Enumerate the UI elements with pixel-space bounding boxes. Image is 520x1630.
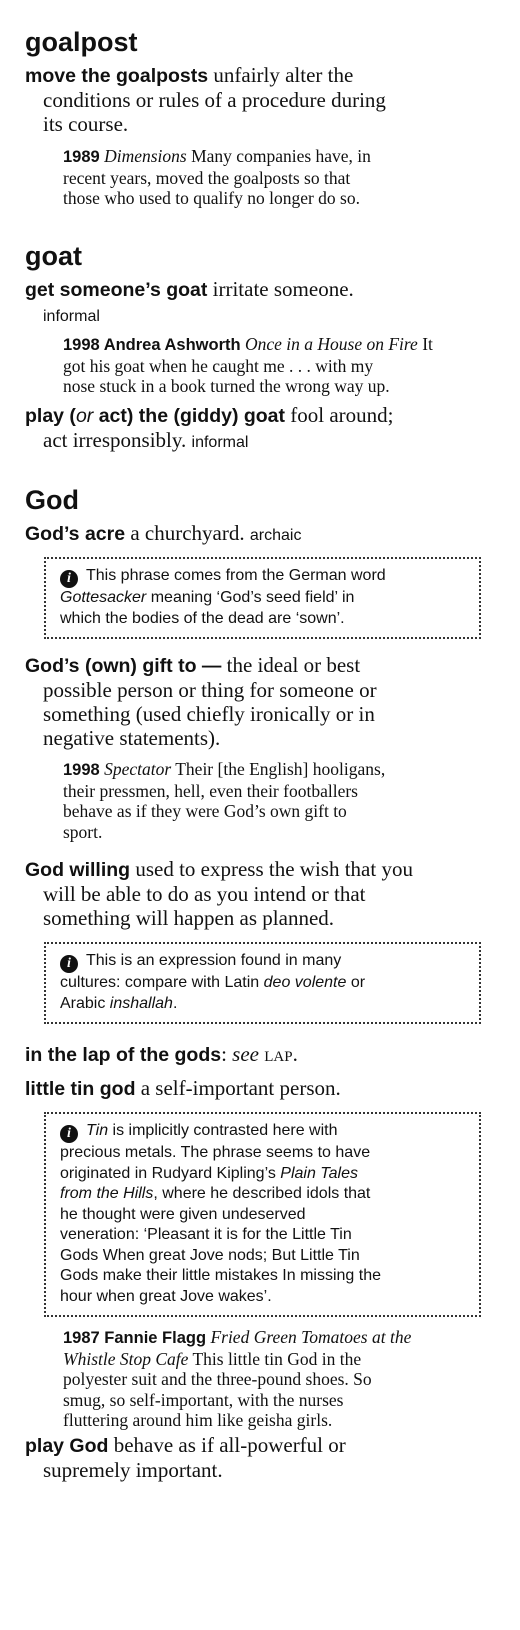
citation-text: behave as if they were God’s own gift to [63,801,347,821]
idiom-phrase: get someone’s goat [25,279,208,301]
citation [63,759,483,842]
register-label: informal [191,434,249,451]
citation-text: sport. [63,821,103,842]
idiom-phrase: little tin god [25,1078,136,1100]
citation-author: Fannie Flagg [99,1329,207,1347]
idiom-definition: used to express the wish that you [130,857,413,881]
citation-year: 1998 [63,761,100,779]
citation-year: 1998 [63,336,100,354]
idiom-definition: something will happen as planned. [43,906,335,930]
citation-text: nose stuck in a book turned the wrong way up. [63,376,390,396]
citation-text: those who used to qualify no longer do so. [63,188,360,208]
citation-text: It [417,334,433,354]
headword: goat [25,241,82,271]
idiom-entry [25,1076,495,1101]
citation-source: Dimensions [104,146,187,166]
idiom-definition: irritate someone. [207,277,354,301]
idiom-definition: negative statements). [43,726,221,750]
idiom-definition: a churchyard. [125,521,245,545]
idiom-phrase: play God [25,1435,109,1457]
idiom-definition: fool around; [285,403,394,427]
citation-source: Once in a House on Fire [240,334,418,354]
idiom-phrase: in the lap of the gods [25,1044,222,1066]
info-icon: i [60,570,78,588]
idiom-definition: supremely important. [43,1458,223,1482]
idiom-entry [25,63,495,136]
citation-year: 1989 [63,148,100,166]
idiom-definition: the ideal or best [221,653,361,677]
citation-source: Whistle Stop Cafe [63,1348,189,1369]
register-label: informal [43,308,100,325]
citation-year: 1987 [63,1329,100,1347]
citation-text: Their [the English] hooligans, [171,759,386,779]
citation-text: fluttering around him like geisha girls. [63,1410,333,1430]
citation-source: Fried Green Tomatoes at the [206,1327,412,1347]
cross-reference[interactable]: lap [264,1042,293,1066]
idiom-entry [25,521,495,548]
idiom-definition: a self-important person. [135,1076,341,1100]
idiom-definition: behave as if all-powerful or [108,1433,346,1457]
idiom-phrase: play (or act) the (giddy) goat [25,405,286,427]
idiom-definition: unfairly alter the [208,63,354,87]
idiom-definition: its course. [43,112,129,136]
idiom-entry [25,857,495,930]
citation-text: smug, so self-important, with the nurses [63,1389,344,1410]
idiom-entry [25,403,495,455]
headword: God [25,485,79,515]
idiom-phrase: God’s acre [25,523,126,545]
register-label: archaic [249,527,302,544]
note-box: i This is an expression found in many cultures: compare with Latin deo volente or Arabic inshallah. [44,942,481,1024]
idiom-phrase: God’s (own) gift to — [25,655,222,677]
idiom-definition: possible person or thing for someone or [43,678,377,702]
citation [63,1327,483,1431]
citation-text: got his goat when he caught me . . . with my [63,355,374,376]
note-box: i This phrase comes from the German word Gottesacker meaning ‘God’s seed field’ in which the bodies of the dead are ‘sown’. [44,557,481,639]
idiom-definition: will be able to do as you intend or that [43,882,366,906]
citation-source: Spectator [104,759,172,779]
citation-author: Andrea Ashworth [99,336,241,354]
citation [63,146,483,209]
info-icon: i [60,955,78,973]
idiom-entry [25,653,495,750]
idiom-definition: act irresponsibly. [43,428,187,452]
idiom-entry [25,277,495,329]
idiom-definition: something (used chiefly ironically or in [43,702,375,726]
citation-text: recent years, moved the goalposts so that [63,167,351,188]
idiom-phrase: move the goalposts [25,65,209,87]
note-box: i Tin is implicitly contrasted here with precious metals. The phrase seems to have originated in Rudyard Kipling’s Plain Tales from the Hills, where he described idols that he thought were given undeserved veneration: ‘Pleasant it is for the Little Tin Gods When great Jove nods; But Little Tin Gods make their little mistakes In missing the hour when great Jove wakes’. [44,1112,481,1317]
idiom-phrase: God willing [25,859,131,881]
idiom-entry [25,1433,495,1482]
see-label: see [232,1042,259,1066]
citation-text: their pressmen, hell, even their footballers [63,780,358,801]
citation-text: Many companies have, in [186,146,371,166]
info-icon: i [60,1125,78,1143]
idiom-entry: in the lap of the gods: see lap. [25,1042,298,1066]
idiom-definition: conditions or rules of a procedure during [43,88,386,112]
citation-text: This little tin God in the [188,1348,362,1369]
citation [63,334,483,397]
citation-text: polyester suit and the three-pound shoes. So [63,1369,372,1389]
headword: goalpost [25,27,138,57]
